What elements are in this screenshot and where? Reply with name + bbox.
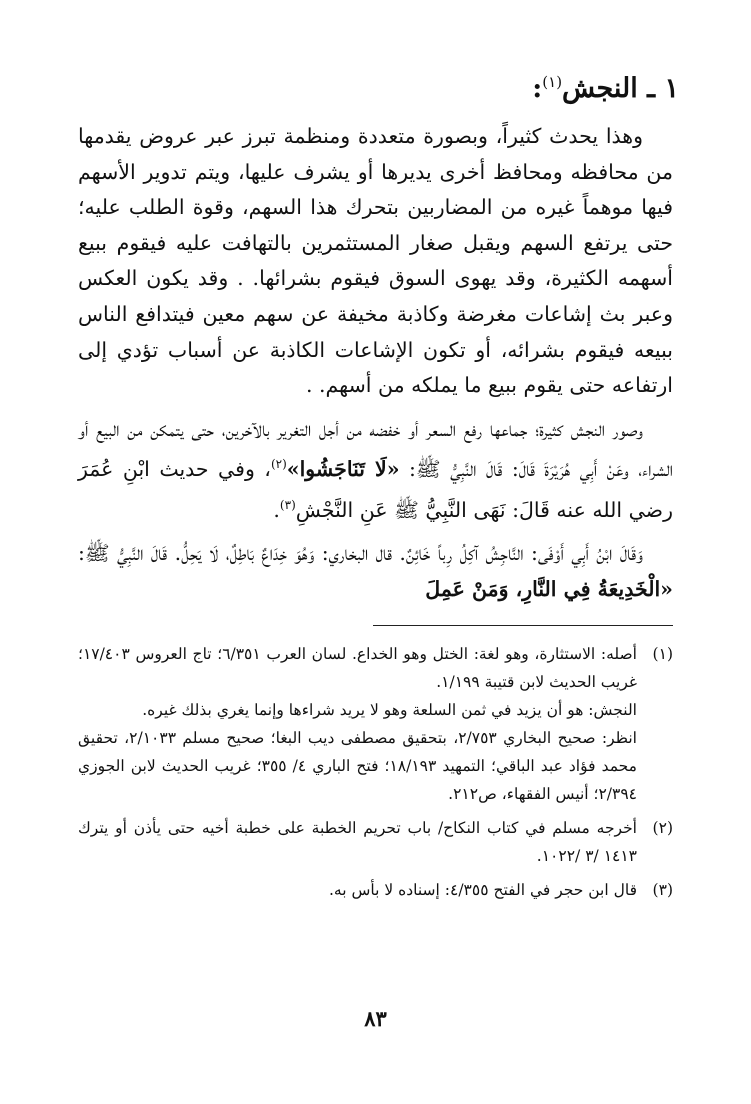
heading-footnote-ref: (١) — [542, 73, 563, 91]
footnote-ref: (٣) — [279, 497, 296, 512]
paragraph-text: ، وفي حديث ابْنِ عُمَرَ رضي الله عنه قَالَ: نَهَى النَّبِيُّ ﷺ عَنِ النَّجْشِ — [78, 457, 673, 522]
body-text — [78, 119, 673, 607]
hadith-quote: «الْخَدِيعَةُ فِي النَّارِ، وَمَنْ عَمِلَ — [425, 576, 673, 601]
footnote — [78, 640, 673, 696]
footnote-separator — [373, 625, 673, 626]
paragraph-text: . — [273, 497, 280, 522]
footnote-number: (٣) — [652, 881, 673, 900]
paragraph-text: وهذا يحدث كثيراً، وبصورة متعددة ومنظمة تبرز عبر عروض يقدمها من محافظه ومحافظ أخرى يديرها أو يشرف عليها، ويتم تدوير الأسهم فيها موهماً غيره من المضاربين بتحرك هذا السهم، وقوة الطلب عليه؛ حتى يرتفع السهم ويقبل صغار المستثمرين بالتهافت عليه فيقوم ببيع أسهمه الكثيرة، وقد يهوى السوق فيقوم بشرائها. . وقد يكون العكس وعبر بث إشاعات مغرضة وكاذبة مخيفة عن سهم معين فيتدافع الناس ببيعه فيقوم بشرائه، أو تكون الإشاعات الكاذبة عن أسباب تؤدي إلى ارتفاعه حتى يقوم ببيع ما يملكه من أسهم. . — [78, 124, 673, 398]
footnote-number: (١) — [652, 645, 673, 664]
paragraph — [78, 119, 673, 404]
heading-text: ١ ـ النجش — [562, 73, 679, 104]
heading-colon: : — [532, 73, 543, 104]
footnote-text: النجش: هو أن يزيد في ثمن السلعة وهو لا يريد شراءها وإنما يغري بذلك غيره. — [142, 701, 637, 720]
paragraph — [78, 412, 673, 528]
footnote — [78, 876, 673, 904]
paragraph-text: وَقَالَ ابْنُ أَبِي أَوْفَى: النَّاجِشُ آكِلُ رِباً خَائِنٌ. قال البخاري: وَهُوَ خِدَاعٌ بَاطِلٌ، لَا يَحِلُّ. قَالَ النَّبِيُّ ﷺ: — [78, 541, 643, 566]
footnote-text: قال ابن حجر في الفتح ٤/٣٥٥: إسناده لا بأس به. — [329, 881, 637, 900]
footnote-ref: (٢) — [270, 457, 287, 472]
page-number: ٨٣ — [364, 1006, 387, 1031]
section-heading — [78, 58, 679, 113]
footnote-number: (٢) — [652, 819, 673, 838]
hadith-quote: «لَا تَنَاجَشُوا» — [286, 457, 400, 482]
paragraph-text: وصور النجش كثيرة؛ جماعها رفع السعر أو خفضه من أجل التغرير بالآخرين، حتى يتمكن من البيع أو الشراء، وعَنْ أَبِي هُرَيْرَةَ قَالَ: قَالَ النَّبِيُّ ﷺ: — [78, 416, 674, 482]
footnote — [78, 814, 673, 870]
footnote-text: انظر: صحيح البخاري ٢/٧٥٣، بتحقيق مصطفى ديب البغا؛ صحيح مسلم ٢/١٠٣٣، تحقيق محمد فؤاد عبد الباقي؛ التمهيد ١٨/١٩٣؛ فتح الباري ٤/ ٣٥٥؛ غريب الحديث لابن الجوزي ٢/٣٩٤؛ أنيس الفقهاء، ص٢١٢. — [78, 729, 637, 804]
footnotes — [78, 640, 673, 904]
paragraph — [78, 536, 673, 607]
footnote-text: أصله: الاستثارة، وهو لغة: الختل وهو الخداع. لسان العرب ٦/٣٥١؛ تاج العروس ١٧/٤٠٣؛ غريب الحديث لابن قتيبة ١/١٩٩. — [78, 645, 637, 692]
footnote-text: أخرجه مسلم في كتاب النكاح/ باب تحريم الخطبة على خطبة أخيه حتى يأذن أو يترك ١٤١٣ /٣ /١٠٢٢. — [78, 819, 637, 866]
